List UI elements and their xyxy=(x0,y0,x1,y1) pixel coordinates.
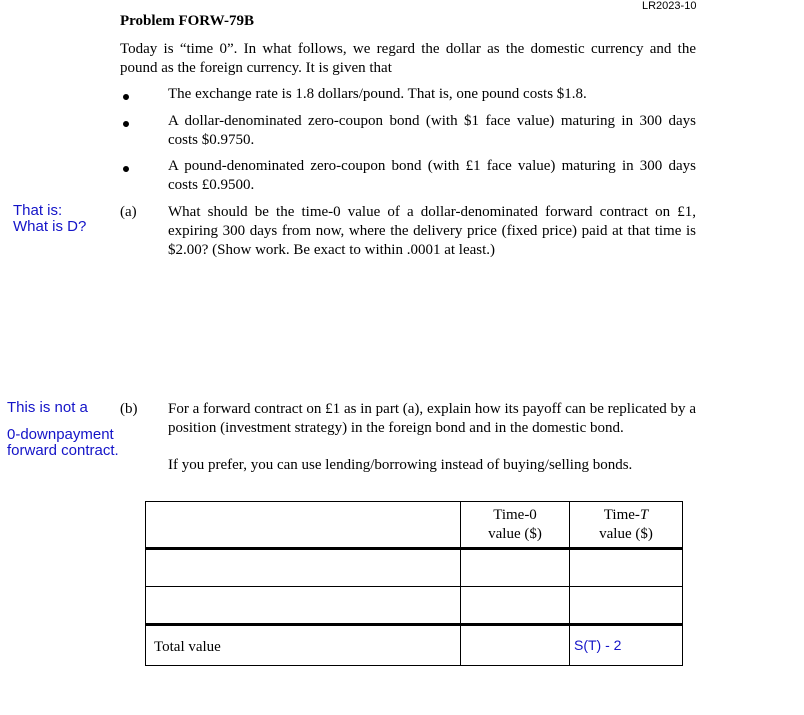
document-code: LR2023-10 xyxy=(642,0,697,12)
timeT-prefix: Time- xyxy=(603,506,640,523)
annotation-that-is: That is: xyxy=(13,202,63,219)
table-total-row xyxy=(146,625,683,666)
part-a-question: What should be the time-0 value of a dollar-denominated forward contract on £1, expiring 300 days from now, where the delivery price (fixed price) paid at that time is $2.00? (Show work. Be exact to within .0001 at least.) xyxy=(168,204,696,258)
part-b-note: If you prefer, you can use lending/borrowing instead of buying/selling bonds. xyxy=(168,457,633,473)
total-value-label: Total value xyxy=(146,625,461,666)
annotation-zero-downpayment: 0-downpayment xyxy=(7,426,114,443)
bullet-pound-bond: A pound-denominated zero-coupon bond (with £1 face value) maturing in 300 days costs £0.9500. xyxy=(168,158,696,193)
bullet-exchange-rate: The exchange rate is 1.8 dollars/pound. That is, one pound costs $1.8. xyxy=(168,86,587,102)
table-header-empty xyxy=(146,502,461,549)
part-a-label: (a) xyxy=(120,204,137,220)
total-timeT-answer: S(T) - 2 xyxy=(570,625,683,666)
table-cell-position xyxy=(146,549,461,587)
annotation-not-a: This is not a xyxy=(7,399,88,416)
table-row xyxy=(146,587,683,625)
time0-line1: Time-0 xyxy=(493,506,537,523)
problem-title: Problem FORW-79B xyxy=(120,13,255,29)
table-cell-time0 xyxy=(461,587,570,625)
bullet-dot xyxy=(123,94,129,100)
table-header-row xyxy=(146,502,683,549)
table-header-timeT xyxy=(570,502,683,549)
part-b-label: (b) xyxy=(120,401,138,417)
table-cell-timeT xyxy=(570,587,683,625)
total-time0-cell xyxy=(461,625,570,666)
table-cell-time0 xyxy=(461,549,570,587)
table-row xyxy=(146,549,683,587)
annotation-what-is-d: What is D? xyxy=(13,218,87,235)
annotation-forward-contract: forward contract. xyxy=(7,442,119,459)
bullet-dot xyxy=(123,166,129,172)
table-header-time0 xyxy=(461,502,570,549)
part-b-question: For a forward contract on £1 as in part (a), explain how its payoff can be replicated by a position (investment strategy) in the foreign bond and in the domestic bond. xyxy=(168,401,696,436)
bullet-dot xyxy=(123,121,129,127)
time0-line2: value ($) xyxy=(488,525,542,542)
timeT-var: T xyxy=(639,506,649,523)
timeT-line2: value ($) xyxy=(599,525,653,542)
replication-table xyxy=(145,501,683,666)
table-cell-position xyxy=(146,587,461,625)
table-cell-timeT xyxy=(570,549,683,587)
bullet-dollar-bond: A dollar-denominated zero-coupon bond (with $1 face value) maturing in 300 days costs $0.9750. xyxy=(168,113,696,148)
intro-paragraph: Today is “time 0”. In what follows, we regard the dollar as the domestic currency and the pound as the foreign currency. It is given that xyxy=(120,41,696,76)
